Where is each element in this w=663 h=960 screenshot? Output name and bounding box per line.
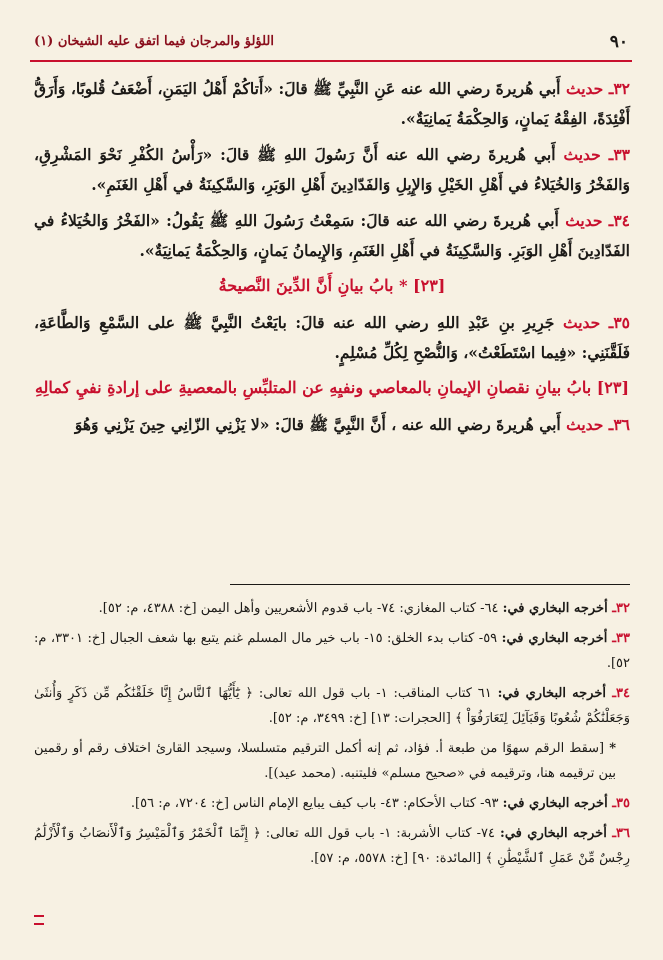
footnote-35: ٣٥ـ أخرجه البخاري في: ٩٣- كتاب الأحكام: ٤٣- باب كيف يبايع الإمام الناس [خ: ٧٢٠٤، م: ٥٦]. bbox=[130, 796, 630, 811]
hadith-text: أَبي هُريرةَ رضي الله عنه عَنِ النَّبِيِّ ﷺ قالَ: «أَتاكُمْ أَهْلُ اليَمَنِ، أَضْعَفُ قُلوبًا، وَأَرَقُّ أَفْئِدَةً، الفِقْهُ يَمانٍ، وَالحِكْمَةُ يَمانِيَةٌ». bbox=[34, 79, 630, 128]
footnote-number: ٣٤ bbox=[616, 686, 630, 701]
hadith-text: جَرِيرِ بنِ عَبْدِ اللهِ رضي الله عنه قالَ: بايَعْتُ النَّبِيَّ ﷺ على السَّمْعِ وَالطَّاعَةِ، فَلَقَّنَنِي: «فِيما اسْتَطَعْتُ»، وَالنُّصْحِ لِكُلِّ مُسْلِمٍ. bbox=[34, 313, 630, 362]
hadith-label: حديث bbox=[566, 415, 604, 434]
footnotes bbox=[34, 596, 630, 876]
hadith-34: ٣٤ـ حديث أَبي هُريرةَ رضي الله عنه قالَ: سَمِعْتُ رَسُولَ اللهِ ﷺ يَقُولُ: «الفَخْرُ وَالخُيَلاءُ في الفَدّادِينَ أَهْلِ الوَبَرِ. وَالسَّكِينَةُ في أَهْلِ الغَنَمِ، وَالإِيمانُ يَمانٍ، وَالحِكْمَةُ يَمانِيَةٌ». bbox=[34, 211, 630, 260]
chapter-heading-iman: [٢٣] بابُ بيانِ نقصانِ الإيمانِ بالمعاصي ونفيِهِ عن المتلبِّسِ بالمعصيةِ على إرادةِ نفيِ كمالِهِ bbox=[34, 378, 630, 397]
footnote-number: ٣٥ bbox=[616, 796, 630, 811]
main-text bbox=[34, 74, 630, 446]
remark-text: [سقط الرقم سهوًا من طبعة أ. فؤاد، ثم إنه أكمل الترقيم متسلسلا، وسيجد القارئ اختلاف رقم أو رقمين بين ترقيمه هنا، وترقيمه في «صحيح مسلم» فليتنبه. (محمد عيد)]. bbox=[34, 741, 616, 781]
footnote-text: ٩٣- كتاب الأحكام: ٤٣- باب كيف يبايع الإمام الناس [خ: ٧٢٠٤، م: ٥٦]. bbox=[130, 796, 499, 811]
hadith-label: حديث bbox=[562, 313, 601, 332]
hadith-35: ٣٥ـ حديث جَرِيرِ بنِ عَبْدِ اللهِ رضي الله عنه قالَ: بايَعْتُ النَّبِيَّ ﷺ على السَّمْعِ وَالطَّاعَةِ، فَلَقَّنَنِي: «فِيما اسْتَطَعْتُ»، وَالنُّصْحِ لِكُلِّ مُسْلِمٍ. bbox=[34, 313, 631, 362]
footnote-32: ٣٢ـ أخرجه البخاري في: ٦٤- كتاب المغازي: ٧٤- باب قدوم الأشعريين وأهل اليمن [خ: ٤٣٨٨، م: ٥٢]. bbox=[98, 601, 630, 616]
hadith-label: حديث bbox=[563, 145, 601, 164]
footnote-text: ٦١ كتاب المناقب: ١- باب قول الله تعالى: ﴿ يَٰٓأَيُّهَا ٱلنَّاسُ إِنَّا خَلَقْنَٰكُم مِّن ذَكَرٍ وَأُنثَىٰ وَجَعَلْنَٰكُمْ شُعُوبًا وَقَبَآئِلَ لِتَعَارَفُوٓاْ ﴾ [الحجرات: ١٣] [خ: ٣٤٩٩، م: ٥٢]. bbox=[34, 686, 630, 726]
hadith-text: أَبي هُريرةَ رضي الله عنه ، أَنَّ النَّبِيَّ ﷺ قالَ: «لا يَزْنِي الزّانِي حِينَ يَزْنِي وَهُوَ bbox=[74, 415, 561, 434]
hadith-33: ٣٣ـ حديث أَبي هُريرةَ رضي الله عنه أَنَّ رَسُولَ اللهِ ﷺ قالَ: «رَأْسُ الكُفْرِ نَحْوَ المَشْرِقِ، وَالفَخْرُ وَالخُيَلاءُ في أَهْلِ الخَيْلِ وَالإِبِلِ وَالفَدّادِينَ أَهْلِ الوَبَرِ، وَالسَّكِينَةُ في أَهْلِ الغَنَمِ». bbox=[34, 145, 630, 194]
hadith-number: ٣٤ bbox=[613, 211, 630, 230]
page-number: ٩٠ bbox=[609, 32, 628, 52]
page-header bbox=[30, 30, 632, 62]
footnote-number: ٣٢ bbox=[616, 601, 630, 616]
footnote-36: ٣٦ـ أخرجه البخاري في: ٧٤- كتاب الأشربة: ١- باب قول الله تعالى: ﴿ إِنَّمَا ٱلْخَمْرُ وَٱلْمَيْسِرُ وَٱلْأَنصَابُ وَٱلْأَزْلَٰمُ رِجْسٌ مِّنْ عَمَلِ ٱلشَّيْطَٰنِ ﴾ [المائدة: ٩٠] [خ: ٥٥٧٨، م: ٥٧]. bbox=[34, 826, 630, 866]
footnote-divider bbox=[230, 584, 630, 585]
footnote-label: أخرجه البخاري في: bbox=[501, 631, 608, 646]
remark-star: * bbox=[609, 741, 617, 756]
hadith-number: ٣٥ bbox=[613, 313, 631, 332]
footnote-label: أخرجه البخاري في: bbox=[502, 796, 608, 811]
continuation-mark bbox=[34, 915, 44, 925]
footnote-label: أخرجه البخاري في: bbox=[502, 601, 608, 616]
hadith-label: حديث bbox=[566, 79, 604, 98]
hadith-number: ٣٢ bbox=[613, 79, 631, 98]
footnote-number: ٣٦ bbox=[616, 826, 630, 841]
hadith-text: أَبي هُريرةَ رضي الله عنه أَنَّ رَسُولَ اللهِ ﷺ قالَ: «رَأْسُ الكُفْرِ نَحْوَ المَشْرِقِ، وَالفَخْرُ وَالخُيَلاءُ في أَهْلِ الخَيْلِ وَالإِبِلِ وَالفَدّادِينَ أَهْلِ الوَبَرِ، وَالسَّكِينَةُ في أَهْلِ الغَنَمِ». bbox=[34, 145, 630, 194]
footnote-label: أخرجه البخاري في: bbox=[497, 686, 606, 701]
hadith-number: ٣٣ bbox=[613, 145, 630, 164]
footnote-34: ٣٤ـ أخرجه البخاري في: ٦١ كتاب المناقب: ١- باب قول الله تعالى: ﴿ يَٰٓأَيُّهَا ٱلنَّاسُ إِنَّا خَلَقْنَٰكُم مِّن ذَكَرٍ وَأُنثَىٰ وَجَعَلْنَٰكُمْ شُعُوبًا وَقَبَآئِلَ لِتَعَارَفُوٓاْ ﴾ [الحجرات: ١٣] [خ: ٣٤٩٩، م: ٥٢]. bbox=[34, 686, 630, 726]
chapter-heading-nasiha: [٢٣] * بابُ بيانِ أَنَّ الدِّينَ النَّصيحةُ bbox=[218, 276, 446, 295]
footnote-text: ٦٤- كتاب المغازي: ٧٤- باب قدوم الأشعريين وأهل اليمن [خ: ٤٣٨٨، م: ٥٢]. bbox=[98, 601, 499, 616]
editor-remark bbox=[34, 736, 630, 786]
footnote-33: ٣٣ـ أخرجه البخاري في: ٥٩- كتاب بدء الخلق: ١٥- باب خير مال المسلم غنم يتبع بها شعف الجبال [خ: ٣٣٠١، م: ٥٢]. bbox=[34, 631, 630, 671]
hadith-36: ٣٦ـ حديث أَبي هُريرةَ رضي الله عنه ، أَنَّ النَّبِيَّ ﷺ قالَ: «لا يَزْنِي الزّانِي حِينَ يَزْنِي وَهُوَ bbox=[74, 415, 630, 434]
footnote-text: ٥٩- كتاب بدء الخلق: ١٥- باب خير مال المسلم غنم يتبع بها شعف الجبال [خ: ٣٣٠١، م: ٥٢]. bbox=[34, 631, 630, 671]
hadith-number: ٣٦ bbox=[613, 415, 630, 434]
hadith-label: حديث bbox=[565, 211, 603, 230]
footnote-text: ٧٤- كتاب الأشربة: ١- باب قول الله تعالى: ﴿ إِنَّمَا ٱلْخَمْرُ وَٱلْمَيْسِرُ وَٱلْأَنصَابُ وَٱلْأَزْلَٰمُ رِجْسٌ مِّنْ عَمَلِ ٱلشَّيْطَٰنِ ﴾ [المائدة: ٩٠] [خ: ٥٥٧٨، م: ٥٧]. bbox=[34, 826, 630, 866]
footnote-number: ٣٣ bbox=[616, 631, 630, 646]
footnote-label: أخرجه البخاري في: bbox=[500, 826, 607, 841]
running-title: اللؤلؤ والمرجان فيما اتفق عليه الشيخان (١) bbox=[34, 34, 275, 49]
hadith-32: ٣٢ـ حديث أَبي هُريرةَ رضي الله عنه عَنِ النَّبِيِّ ﷺ قالَ: «أَتاكُمْ أَهْلُ اليَمَنِ، أَضْعَفُ قُلوبًا، وَأَرَقُّ أَفْئِدَةً، الفِقْهُ يَمانٍ، وَالحِكْمَةُ يَمانِيَةٌ». bbox=[34, 79, 631, 128]
hadith-text: أَبي هُريرةَ رضي الله عنه قالَ: سَمِعْتُ رَسُولَ اللهِ ﷺ يَقُولُ: «الفَخْرُ وَالخُيَلاءُ في الفَدّادِينَ أَهْلِ الوَبَرِ. وَالسَّكِينَةُ في أَهْلِ الغَنَمِ، وَالإِيمانُ يَمانٍ، وَالحِكْمَةُ يَمانِيَةٌ». bbox=[34, 211, 630, 260]
